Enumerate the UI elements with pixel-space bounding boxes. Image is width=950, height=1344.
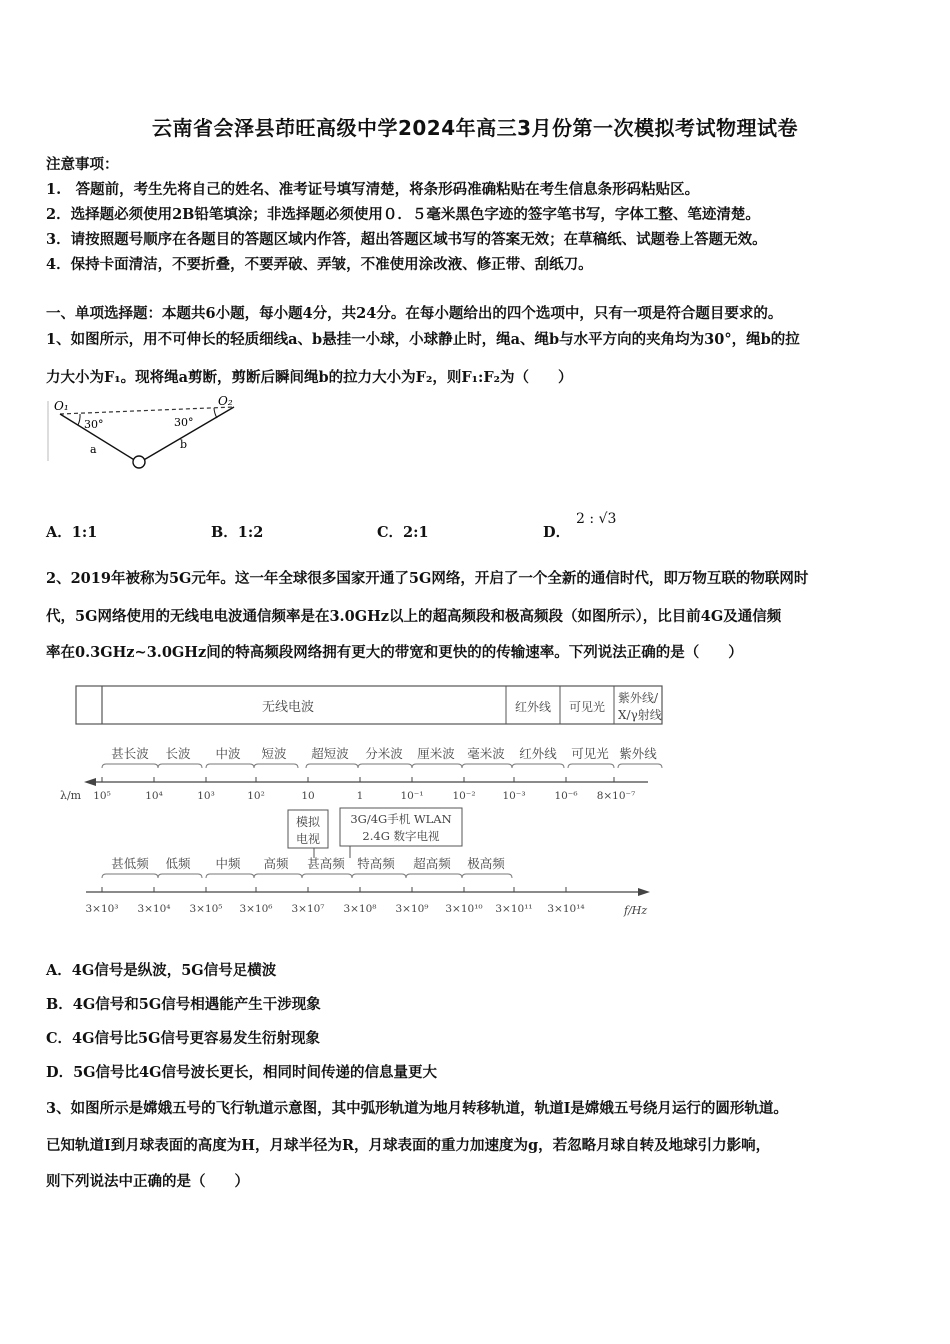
label-o2: O₂ bbox=[218, 394, 233, 408]
analog-tv-label: 电视 bbox=[295, 832, 321, 846]
q3-text-line1: 3、如图所示是嫦娥五号的飞行轨道示意图，其中弧形轨道为地月转移轨道，轨道I是嫦娥五号绕月运行的圆形轨道。 bbox=[46, 1100, 788, 1117]
freq-band: 高频 bbox=[263, 856, 289, 871]
freq-tick: 3×10⁴ bbox=[137, 903, 171, 915]
band-uv: 紫外线/ bbox=[618, 691, 659, 705]
freq-tick: 3×10³ bbox=[85, 903, 119, 915]
band-radio: 无线电波 bbox=[261, 700, 315, 715]
wave-band: 超短波 bbox=[311, 746, 349, 761]
mobile-box-label: 3G/4G手机 WLAN bbox=[350, 812, 452, 826]
freq-band: 特高频 bbox=[357, 856, 395, 871]
notice-item: 4．保持卡面清洁，不要折叠，不要弄破、弄皱，不准使用涂改液、修正带、刮纸刀。 bbox=[46, 256, 593, 273]
lambda-tick: 10⁻⁶ bbox=[554, 790, 578, 802]
lambda-tick: 10 bbox=[301, 790, 315, 802]
lambda-label: λ/m bbox=[60, 789, 82, 802]
wave-band: 毫米波 bbox=[467, 746, 505, 761]
freq-tick: 3×10¹¹ bbox=[495, 903, 533, 915]
wave-band: 短波 bbox=[261, 746, 287, 761]
notice-item: 1. 答题前，考生先将自己的姓名、准考证号填写清楚，将条形码准确粘贴在考生信息条形码粘贴区。 bbox=[46, 181, 700, 198]
freq-tick: 3×10¹⁴ bbox=[547, 903, 585, 915]
freq-tick: 3×10⁹ bbox=[395, 903, 429, 915]
q2-option-d: D．5G信号比4G信号波长更长，相同时间传递的信息量更大 bbox=[46, 1064, 438, 1081]
q2-option-b: B．4G信号和5G信号相遇能产生干涉现象 bbox=[46, 996, 321, 1013]
wave-band: 紫外线 bbox=[619, 746, 657, 761]
notice-item: 2．选择题必须使用2B铅笔填涂；非选择题必须使用０．５毫米黑色字迹的签字笔书写，字体工整、笔迹清楚。 bbox=[46, 206, 760, 223]
wave-band: 可见光 bbox=[571, 746, 609, 761]
q2-option-a: A．4G信号是纵波，5G信号足横波 bbox=[46, 962, 277, 979]
lambda-tick: 1 bbox=[356, 790, 364, 802]
freq-band: 甚高频 bbox=[307, 856, 345, 871]
freq-tick: 3×10⁶ bbox=[239, 903, 273, 915]
freq-tick: 3×10¹⁰ bbox=[445, 903, 483, 915]
freq-band: 中频 bbox=[215, 856, 241, 871]
lambda-tick: 10² bbox=[247, 790, 265, 802]
freq-tick: 3×10⁵ bbox=[189, 903, 223, 915]
lambda-tick: 8×10⁻⁷ bbox=[596, 790, 636, 802]
q3-text-line2: 已知轨道I到月球表面的高度为H，月球半径为R，月球表面的重力加速度为g，若忽略月球自转及地球引力影响， bbox=[46, 1137, 771, 1154]
wave-band: 长波 bbox=[165, 746, 191, 761]
freq-label: f/Hz bbox=[624, 904, 648, 917]
analog-tv-label: 模拟 bbox=[295, 815, 321, 829]
q3-text-line3: 则下列说法中正确的是（ ） bbox=[46, 1173, 249, 1190]
band-infrared: 红外线 bbox=[514, 700, 552, 714]
wave-band: 红外线 bbox=[519, 746, 557, 761]
q2-text-line2: 代，5G网络使用的无线电电波通信频率是在3.0GHz以上的超高频段和极高频段（如图所示），比目前4G及通信频 bbox=[46, 608, 782, 625]
q1-figure bbox=[44, 393, 254, 473]
freq-band: 甚低频 bbox=[111, 856, 149, 871]
wave-band: 甚长波 bbox=[111, 746, 149, 761]
wave-band: 中波 bbox=[215, 746, 241, 761]
rope-label-a: a bbox=[90, 443, 97, 456]
freq-tick: 3×10⁷ bbox=[291, 903, 325, 915]
q1-option-a: A．1:1 bbox=[46, 524, 98, 541]
q1-text-line2: 力大小为F₁。现将绳a剪断，剪断后瞬间绳b的拉力大小为F₂，则F₁:F₂为（ ） bbox=[46, 369, 573, 386]
freq-band: 极高频 bbox=[467, 856, 505, 871]
spectrum-figure bbox=[58, 680, 670, 925]
mobile-box-label: 2.4G 数字电视 bbox=[362, 829, 440, 843]
rope-label-b: b bbox=[180, 438, 188, 451]
q2-option-c: C．4G信号比5G信号更容易发生衍射现象 bbox=[46, 1030, 320, 1047]
q2-text-line3: 率在0.3GHz~3.0GHz间的特高频段网络拥有更大的带宽和更快的的传输速率。下列说法正确的是（ ） bbox=[46, 644, 743, 661]
freq-band: 低频 bbox=[165, 856, 191, 871]
lambda-tick: 10⁵ bbox=[93, 790, 111, 802]
angle-label-1: 30° bbox=[84, 418, 104, 431]
section-heading: 一、单项选择题：本题共6小题，每小题4分，共24分。在每小题给出的四个选项中，只有一项是符合题目要求的。 bbox=[46, 305, 783, 322]
band-visible: 可见光 bbox=[568, 700, 606, 714]
band-xray: X/γ射线 bbox=[618, 708, 662, 722]
lambda-tick: 10³ bbox=[197, 790, 215, 802]
notice-heading: 注意事项： bbox=[46, 156, 119, 173]
ball bbox=[133, 456, 145, 468]
q1-option-b: B．1:2 bbox=[211, 524, 264, 541]
page-title: 云南省会泽县茚旺高级中学2024年高三3月份第一次模拟考试物理试卷 bbox=[151, 116, 799, 140]
wave-band: 分米波 bbox=[365, 746, 403, 761]
q1-option-d-math: 2 : √3 bbox=[576, 511, 617, 527]
lambda-tick: 10⁻² bbox=[452, 790, 476, 802]
freq-band: 超高频 bbox=[413, 856, 451, 871]
q1-text-line1: 1、如图所示，用不可伸长的轻质细线a、b悬挂一小球，小球静止时，绳a、绳b与水平方向的夹角均为30°，绳b的拉 bbox=[46, 331, 800, 348]
spectrum-band-box bbox=[76, 686, 662, 724]
freq-tick: 3×10⁸ bbox=[343, 903, 377, 915]
q1-option-d: D． bbox=[543, 524, 571, 541]
wave-band: 厘米波 bbox=[417, 746, 455, 761]
lambda-tick: 10⁴ bbox=[145, 790, 163, 802]
label-o1: O₁ bbox=[54, 399, 69, 413]
notice-item: 3．请按照题号顺序在各题目的答题区域内作答，超出答题区域书写的答案无效；在草稿纸、试题卷上答题无效。 bbox=[46, 231, 767, 248]
horizontal-dashed-line bbox=[60, 407, 234, 414]
q2-text-line1: 2、2019年被称为5G元年。这一年全球很多国家开通了5G网络，开启了一个全新的通信时代，即万物互联的物联网时 bbox=[46, 570, 809, 587]
lambda-tick: 10⁻³ bbox=[502, 790, 526, 802]
q1-option-c: C．2:1 bbox=[377, 524, 429, 541]
angle-label-2: 30° bbox=[174, 416, 194, 429]
lambda-tick: 10⁻¹ bbox=[400, 790, 424, 802]
